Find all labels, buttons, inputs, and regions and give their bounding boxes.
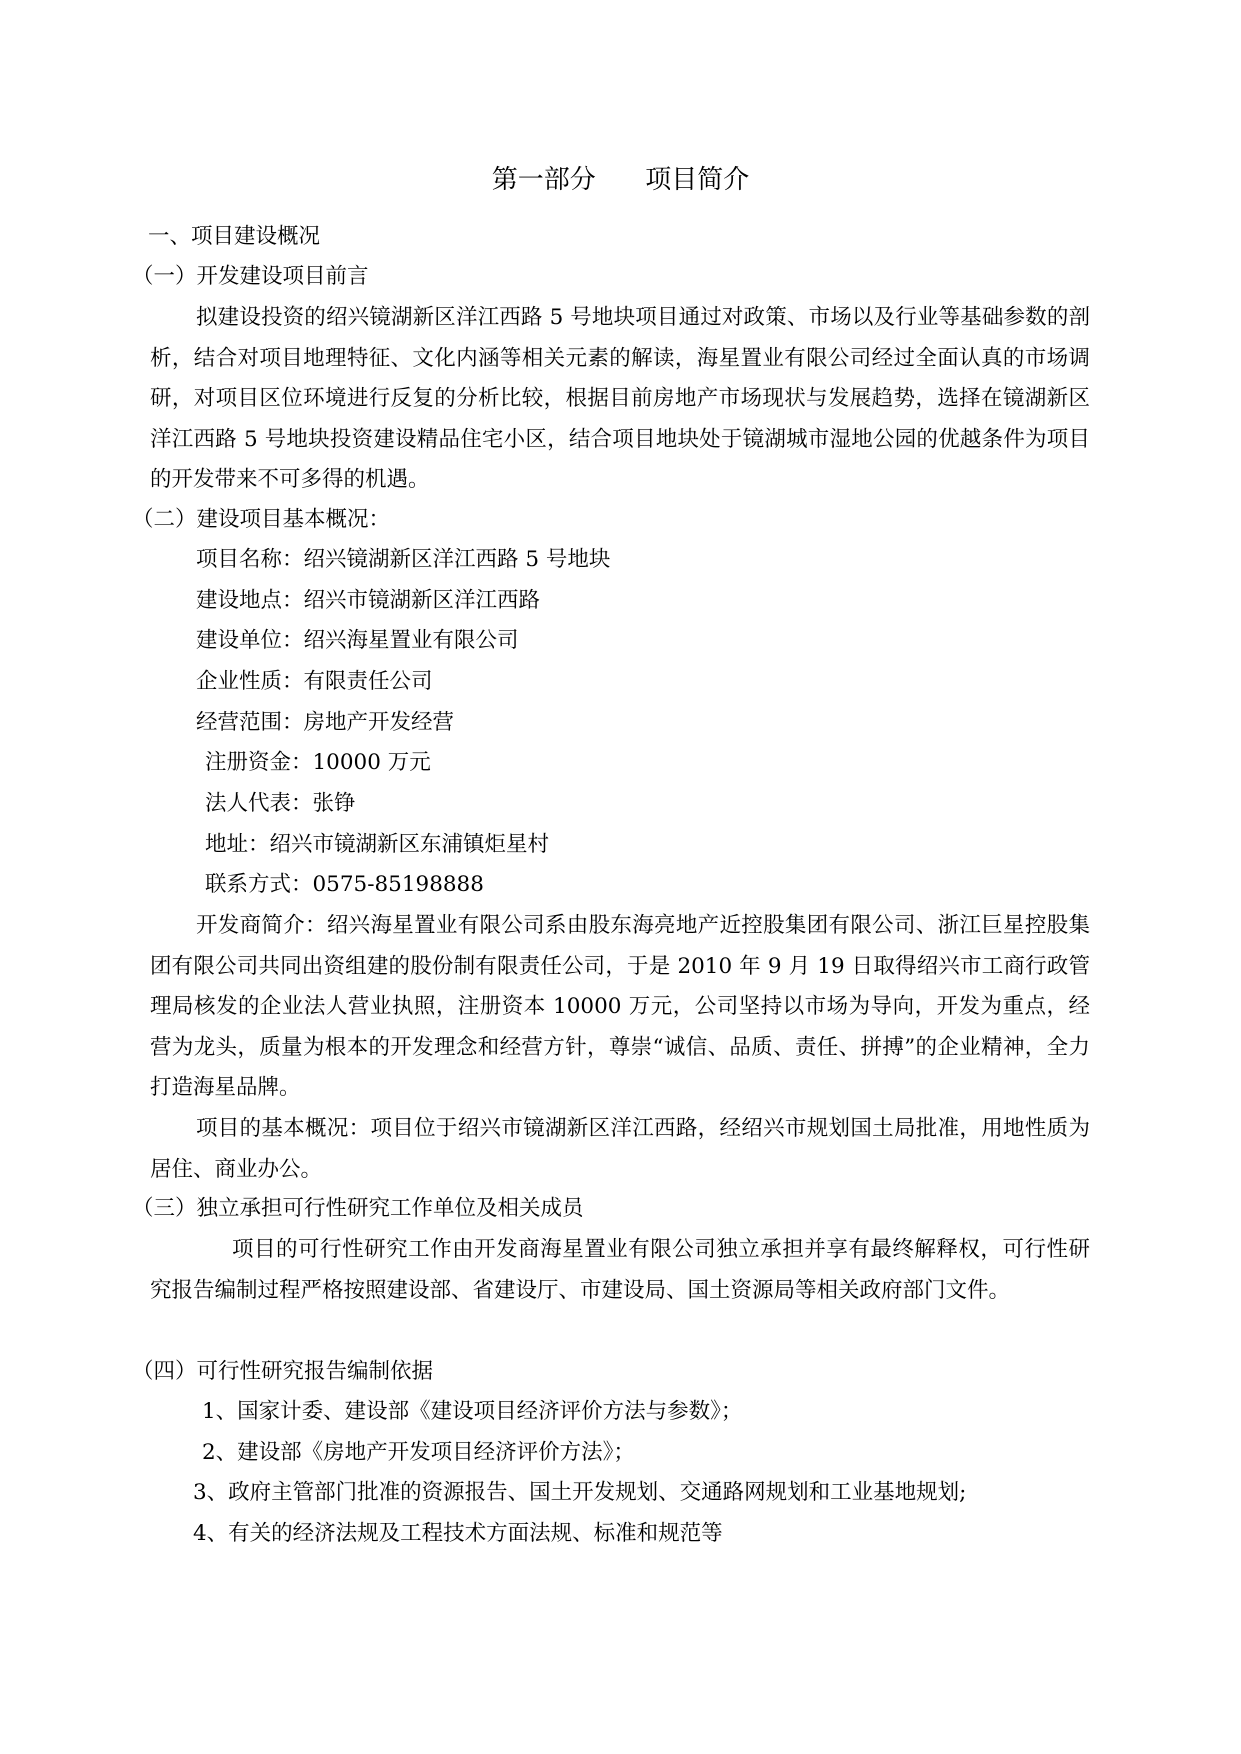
preface-paragraph: 拟建设投资的绍兴镜湖新区洋江西路 5 号地块项目通过对政策、市场以及行业等基础参数的剖析，结合对项目地理特征、文化内涵等相关元素的解读，海星置业有限公司经过全面认真的市场调研，对项目区位环境进行反复的分析比较，根据目前房地产市场现状与发展趋势，选择在镜湖新区洋江西路 5 号地块投资建设精品住宅小区，结合项目地块处于镜湖城市湿地公园的优越条件为项目的开发带来不可多得的机遇。 xyxy=(150,305,1090,492)
field-registered-capital: 注册资金：10000 万元 xyxy=(205,750,431,775)
subsection-heading-2: （二）建设项目基本概况： xyxy=(132,507,391,532)
field-contact: 联系方式：0575-85198888 xyxy=(205,872,484,897)
basis-item: 1、国家计委、建设部《建设项目经济评价方法与参数》； xyxy=(202,1399,743,1424)
research-unit-paragraph: 项目的可行性研究工作由开发商海星置业有限公司独立承担并享有最终解释权，可行性研究报告编制过程严格按照建设部、省建设厅、市建设局、国土资源局等相关政府部门文件。 xyxy=(150,1237,1090,1303)
field-legal-representative: 法人代表：张铮 xyxy=(205,791,356,816)
page-title: 第一部分 项目简介 xyxy=(491,165,750,195)
field-business-scope: 经营范围：房地产开发经营 xyxy=(196,710,455,735)
field-builder: 建设单位：绍兴海星置业有限公司 xyxy=(196,628,519,653)
field-location: 建设地点：绍兴市镜湖新区洋江西路 xyxy=(196,588,541,613)
developer-intro-paragraph: 开发商简介：绍兴海星置业有限公司系由股东海亮地产近控股集团有限公司、浙江巨星控股集团有限公司共同出资组建的股份制有限责任公司，于是 2010 年 9 月 19 日取得绍兴市工商行政管理局核发的企业法人营业执照，注册资本 10000 万元，公司坚持以市场为导向，开发为重点，经营为龙头，质量为根本的开发理念和经营方针，尊崇“诚信、品质、责任、拼搏”的企业精神，全力打造海星品牌。 xyxy=(150,913,1090,1100)
subsection-heading-1: （一）开发建设项目前言 xyxy=(132,264,369,289)
basis-item: 2、建设部《房地产开发项目经济评价方法》； xyxy=(202,1440,635,1465)
section-heading: 一、项目建设概况 xyxy=(148,224,321,249)
field-project-name: 项目名称：绍兴镜湖新区洋江西路 5 号地块 xyxy=(196,547,611,572)
field-address: 地址：绍兴市镜湖新区东浦镇炬星村 xyxy=(205,832,550,857)
subsection-heading-3: （三）独立承担可行性研究工作单位及相关成员 xyxy=(132,1196,584,1221)
field-company-type: 企业性质：有限责任公司 xyxy=(196,669,433,694)
project-overview-paragraph: 项目的基本概况：项目位于绍兴市镜湖新区洋江西路，经绍兴市规划国土局批准，用地性质为居住、商业办公。 xyxy=(150,1116,1090,1182)
basis-item: 4、有关的经济法规及工程技术方面法规、标准和规范等 xyxy=(193,1521,723,1546)
basis-item: 3、政府主管部门批准的资源报告、国土开发规划、交通路网规划和工业基地规划; xyxy=(193,1480,967,1505)
subsection-heading-4: （四）可行性研究报告编制依据 xyxy=(132,1359,434,1384)
